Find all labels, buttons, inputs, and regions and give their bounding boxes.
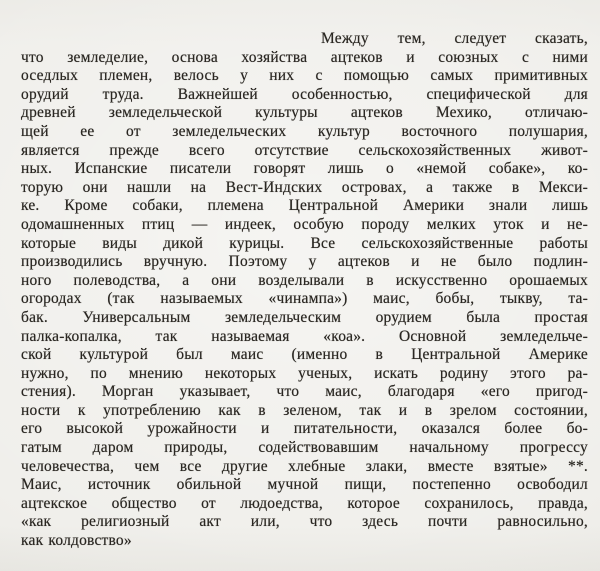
- text-line: которые виды дикой курицы. Все сельскохозяйственные работы: [21, 234, 588, 252]
- text-line: Маис, источник обильной мучной пищи, постепенно освободил: [21, 476, 588, 494]
- text-line: гатым даром природы, содействовавшим начальному прогрессу: [21, 439, 588, 457]
- text-line: человечества, чем все другие хлебные злаки, вместе взятые» **.: [21, 457, 588, 475]
- text-line: нужно, по мнению некоторых ученых, искать родину этого ра-: [21, 364, 588, 382]
- text-line: бак. Универсальным земледельческим орудием была простая: [21, 308, 588, 326]
- text-line: ке. Кроме собаки, племена Центральной Америки знали лишь: [21, 197, 588, 215]
- text-block: [21, 30, 588, 551]
- text-line: торую они нашли на Вест-Индских островах, а также в Мекси-: [21, 178, 588, 196]
- text-line: ного полеводства, а они возделывали в искусственно орошаемых: [21, 271, 588, 289]
- text-line: как колдовство»: [21, 532, 132, 550]
- text-line: щей ее от земледельческих культур восточного полушария,: [21, 122, 588, 140]
- text-line: орудий труда. Важнейшей особенностью, специфической для: [21, 85, 588, 103]
- text-line: одомашненных птиц — индеек, особую породу мелких уток и не-: [21, 215, 588, 233]
- text-line: стения). Морган указывает, что маис, благодаря «его пригод-: [21, 383, 588, 401]
- text-line: является прежде всего отсутствие сельскохозяйственных живот-: [21, 141, 588, 159]
- text-line: палка-копалка, так называемая «коа». Основной земледельче-: [21, 327, 588, 345]
- text-line: что земледелие, основа хозяйства ацтеков и союзных с ними: [21, 48, 588, 66]
- text-line: ской культурой был маис (именно в Центральной Америке: [21, 346, 588, 364]
- text-line: производились вручную. Поэтому у ацтеков и не было подлин-: [21, 253, 588, 271]
- text-line: Между тем, следует сказать,: [321, 30, 588, 47]
- text-line: ности к употреблению как в зеленом, так и в зрелом состоянии,: [21, 401, 588, 419]
- text-line: огородах (так называемых «чинампа») маис, бобы, тыкву, та-: [21, 290, 588, 308]
- text-line: оседлых племен, велось у них с помощью самых примитивных: [21, 67, 588, 85]
- text-line: древней земледельческой культуры ацтеков Мехико, отличаю-: [21, 104, 588, 122]
- text-line: «как религиозный акт или, что здесь почти равносильно,: [21, 513, 588, 531]
- text-line: его высокой урожайности и питательности, оказался более бо-: [21, 420, 588, 438]
- text-line: ацтекское общество от людоедства, которое сохранилось, правда,: [21, 494, 588, 512]
- text-line: ных. Испанские писатели говорят лишь о «немой собаке», ко-: [21, 160, 588, 178]
